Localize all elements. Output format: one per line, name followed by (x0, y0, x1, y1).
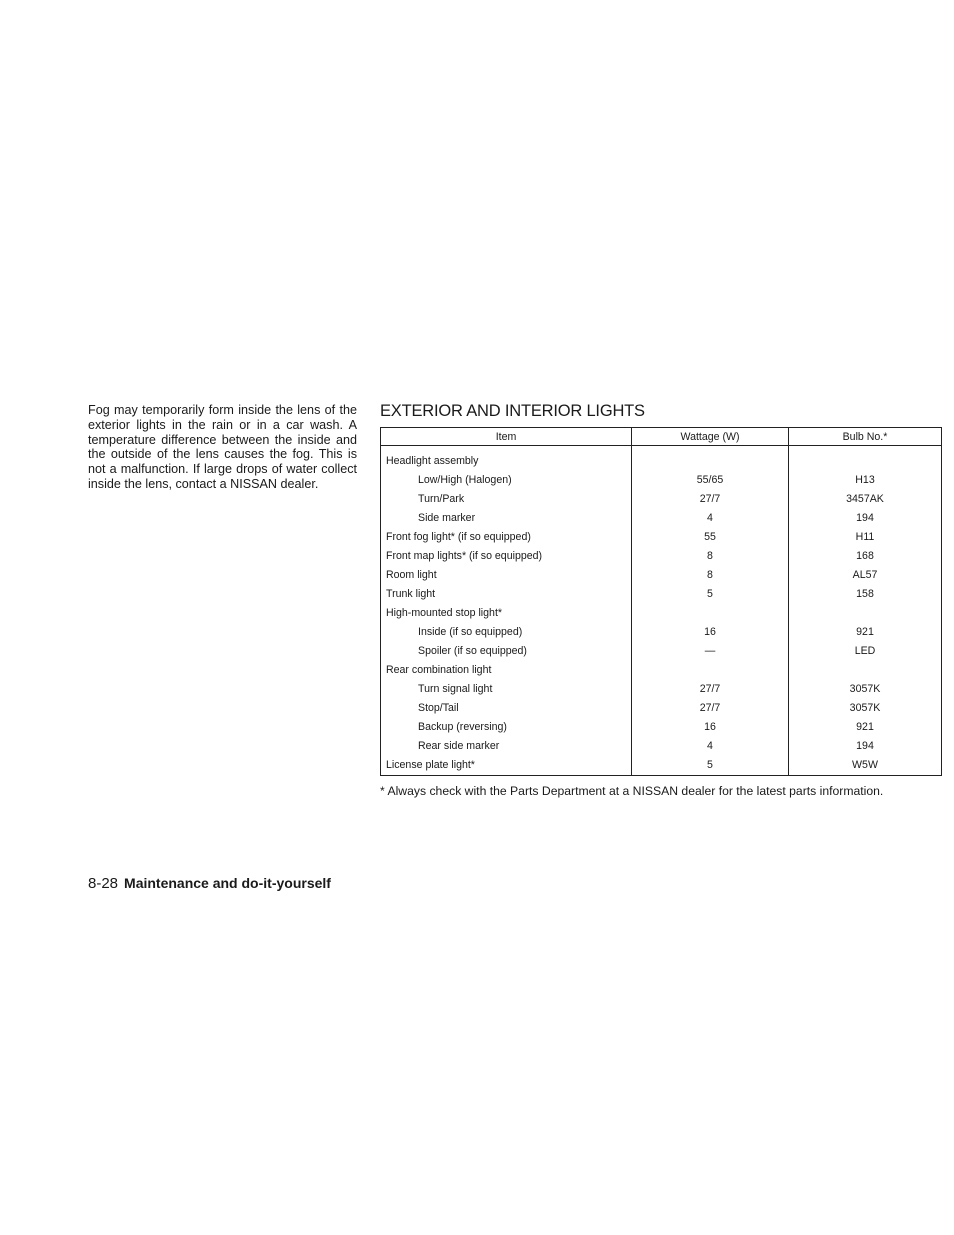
table-row (381, 755, 942, 776)
wattage-cell (632, 603, 789, 622)
item-cell: Turn signal light (381, 679, 632, 698)
item-cell: Side marker (381, 508, 632, 527)
item-cell: Front fog light* (if so equipped) (381, 527, 632, 546)
table-row (381, 641, 942, 660)
item-cell: Rear combination light (381, 660, 632, 679)
bulb-cell: 3057K (789, 698, 942, 717)
bulb-cell: AL57 (789, 565, 942, 584)
bulb-cell: H11 (789, 527, 942, 546)
table-row (381, 565, 942, 584)
wattage-cell: — (632, 641, 789, 660)
table-row (381, 446, 942, 471)
item-cell: Low/High (Halogen) (381, 470, 632, 489)
bulb-cell: 194 (789, 736, 942, 755)
wattage-cell: 27/7 (632, 489, 789, 508)
parts-footnote: * Always check with the Parts Department at a NISSAN dealer for the latest parts information. (380, 784, 884, 798)
item-cell: Backup (reversing) (381, 717, 632, 736)
lights-section (380, 400, 941, 799)
bulb-cell: 3457AK (789, 489, 942, 508)
bulb-cell: 921 (789, 622, 942, 641)
bulb-cell: 3057K (789, 679, 942, 698)
table-row (381, 679, 942, 698)
table-row (381, 717, 942, 736)
fog-notice-paragraph: Fog may temporarily form inside the lens of the exterior lights in the rain or in a car wash. A temperature difference between the inside and the outside of the lens causes the fog. This is not a malfunction. If large drops of water collect inside the lens, contact a NISSAN dealer. (88, 403, 357, 491)
bulb-cell: 158 (789, 584, 942, 603)
table-row (381, 660, 942, 679)
table-row (381, 527, 942, 546)
wattage-cell: 8 (632, 546, 789, 565)
table-row (381, 546, 942, 565)
page-number: 8-28 (88, 875, 119, 892)
header-item: Item (381, 428, 632, 446)
bulb-cell (789, 446, 942, 471)
item-cell: Turn/Park (381, 489, 632, 508)
bulb-cell: LED (789, 641, 942, 660)
table-row (381, 584, 942, 603)
item-cell: Spoiler (if so equipped) (381, 641, 632, 660)
header-wattage: Wattage (W) (632, 428, 789, 446)
table-row (381, 489, 942, 508)
intro-column (88, 403, 357, 492)
wattage-cell: 4 (632, 736, 789, 755)
table-row (381, 736, 942, 755)
table-row (381, 622, 942, 641)
chapter-title: Maintenance and do-it-yourself (124, 875, 331, 891)
bulb-cell (789, 660, 942, 679)
wattage-cell: 55 (632, 527, 789, 546)
wattage-cell: 27/7 (632, 698, 789, 717)
item-cell: Front map lights* (if so equipped) (381, 546, 632, 565)
item-cell: Headlight assembly (381, 446, 632, 471)
wattage-cell: 4 (632, 508, 789, 527)
header-bulb-number: Bulb No.* (789, 428, 942, 446)
item-cell: High-mounted stop light* (381, 603, 632, 622)
item-cell: Rear side marker (381, 736, 632, 755)
page-footer (88, 874, 331, 893)
bulb-cell (789, 603, 942, 622)
table-row (381, 508, 942, 527)
table-row (381, 470, 942, 489)
wattage-cell: 8 (632, 565, 789, 584)
bulb-specification-table (380, 427, 942, 776)
bulb-cell: H13 (789, 470, 942, 489)
item-cell: Room light (381, 565, 632, 584)
table-row (381, 698, 942, 717)
wattage-cell: 16 (632, 622, 789, 641)
item-cell: Trunk light (381, 584, 632, 603)
wattage-cell: 27/7 (632, 679, 789, 698)
table-header-row (381, 428, 942, 446)
bulb-cell: 194 (789, 508, 942, 527)
bulb-cell: W5W (789, 755, 942, 776)
table-row (381, 603, 942, 622)
wattage-cell: 55/65 (632, 470, 789, 489)
item-cell: Stop/Tail (381, 698, 632, 717)
wattage-cell: 5 (632, 755, 789, 776)
bulb-cell: 921 (789, 717, 942, 736)
item-cell: License plate light* (381, 755, 632, 776)
wattage-cell (632, 446, 789, 471)
wattage-cell (632, 660, 789, 679)
wattage-cell: 16 (632, 717, 789, 736)
item-cell: Inside (if so equipped) (381, 622, 632, 641)
bulb-cell: 168 (789, 546, 942, 565)
wattage-cell: 5 (632, 584, 789, 603)
section-title: EXTERIOR AND INTERIOR LIGHTS (380, 402, 645, 420)
